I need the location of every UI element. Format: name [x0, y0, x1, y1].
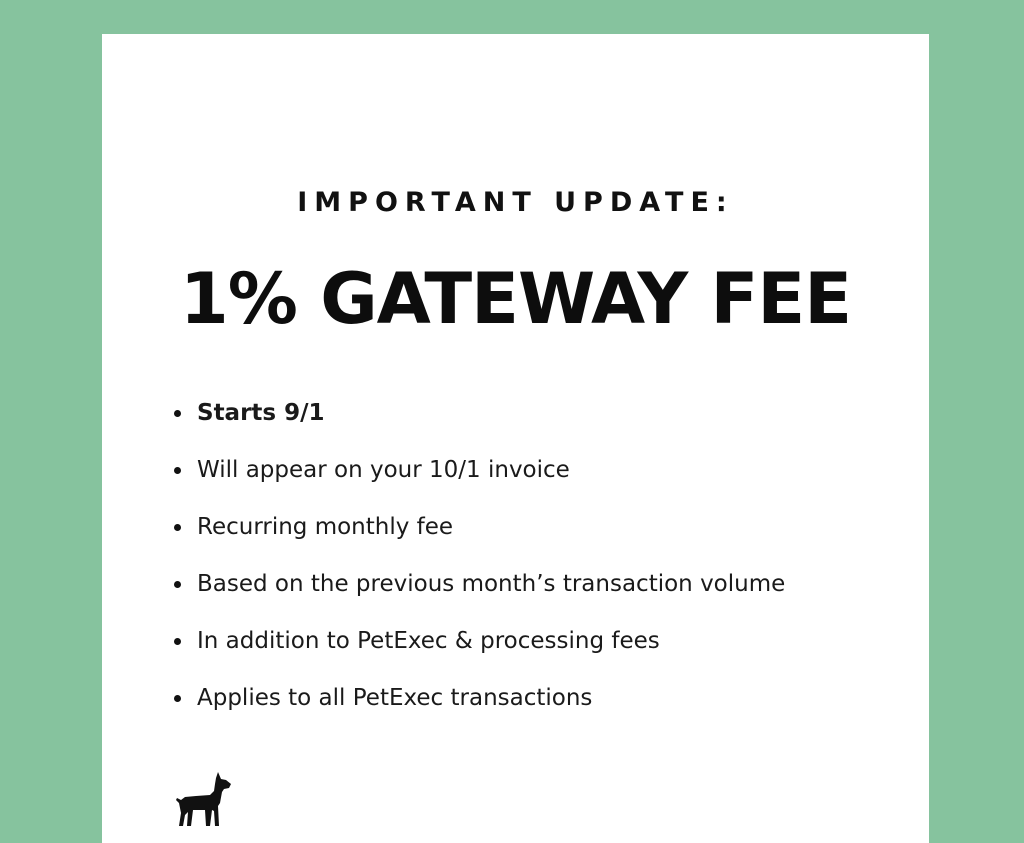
bullet-list	[172, 397, 785, 739]
announcement-card	[102, 34, 929, 843]
list-item: Will appear on your 10/1 invoice	[172, 454, 785, 511]
list-item: Recurring monthly fee	[172, 511, 785, 568]
list-item: Applies to all PetExec transactions	[172, 682, 785, 739]
dog-silhouette-icon	[174, 770, 234, 828]
list-item: In addition to PetExec & processing fees	[172, 625, 785, 682]
list-item: Based on the previous month’s transaction volume	[172, 568, 785, 625]
headline: 1% GATEWAY FEE	[179, 258, 852, 340]
kicker-title: IMPORTANT UPDATE:	[297, 187, 734, 218]
list-item: Starts 9/1	[172, 397, 785, 454]
